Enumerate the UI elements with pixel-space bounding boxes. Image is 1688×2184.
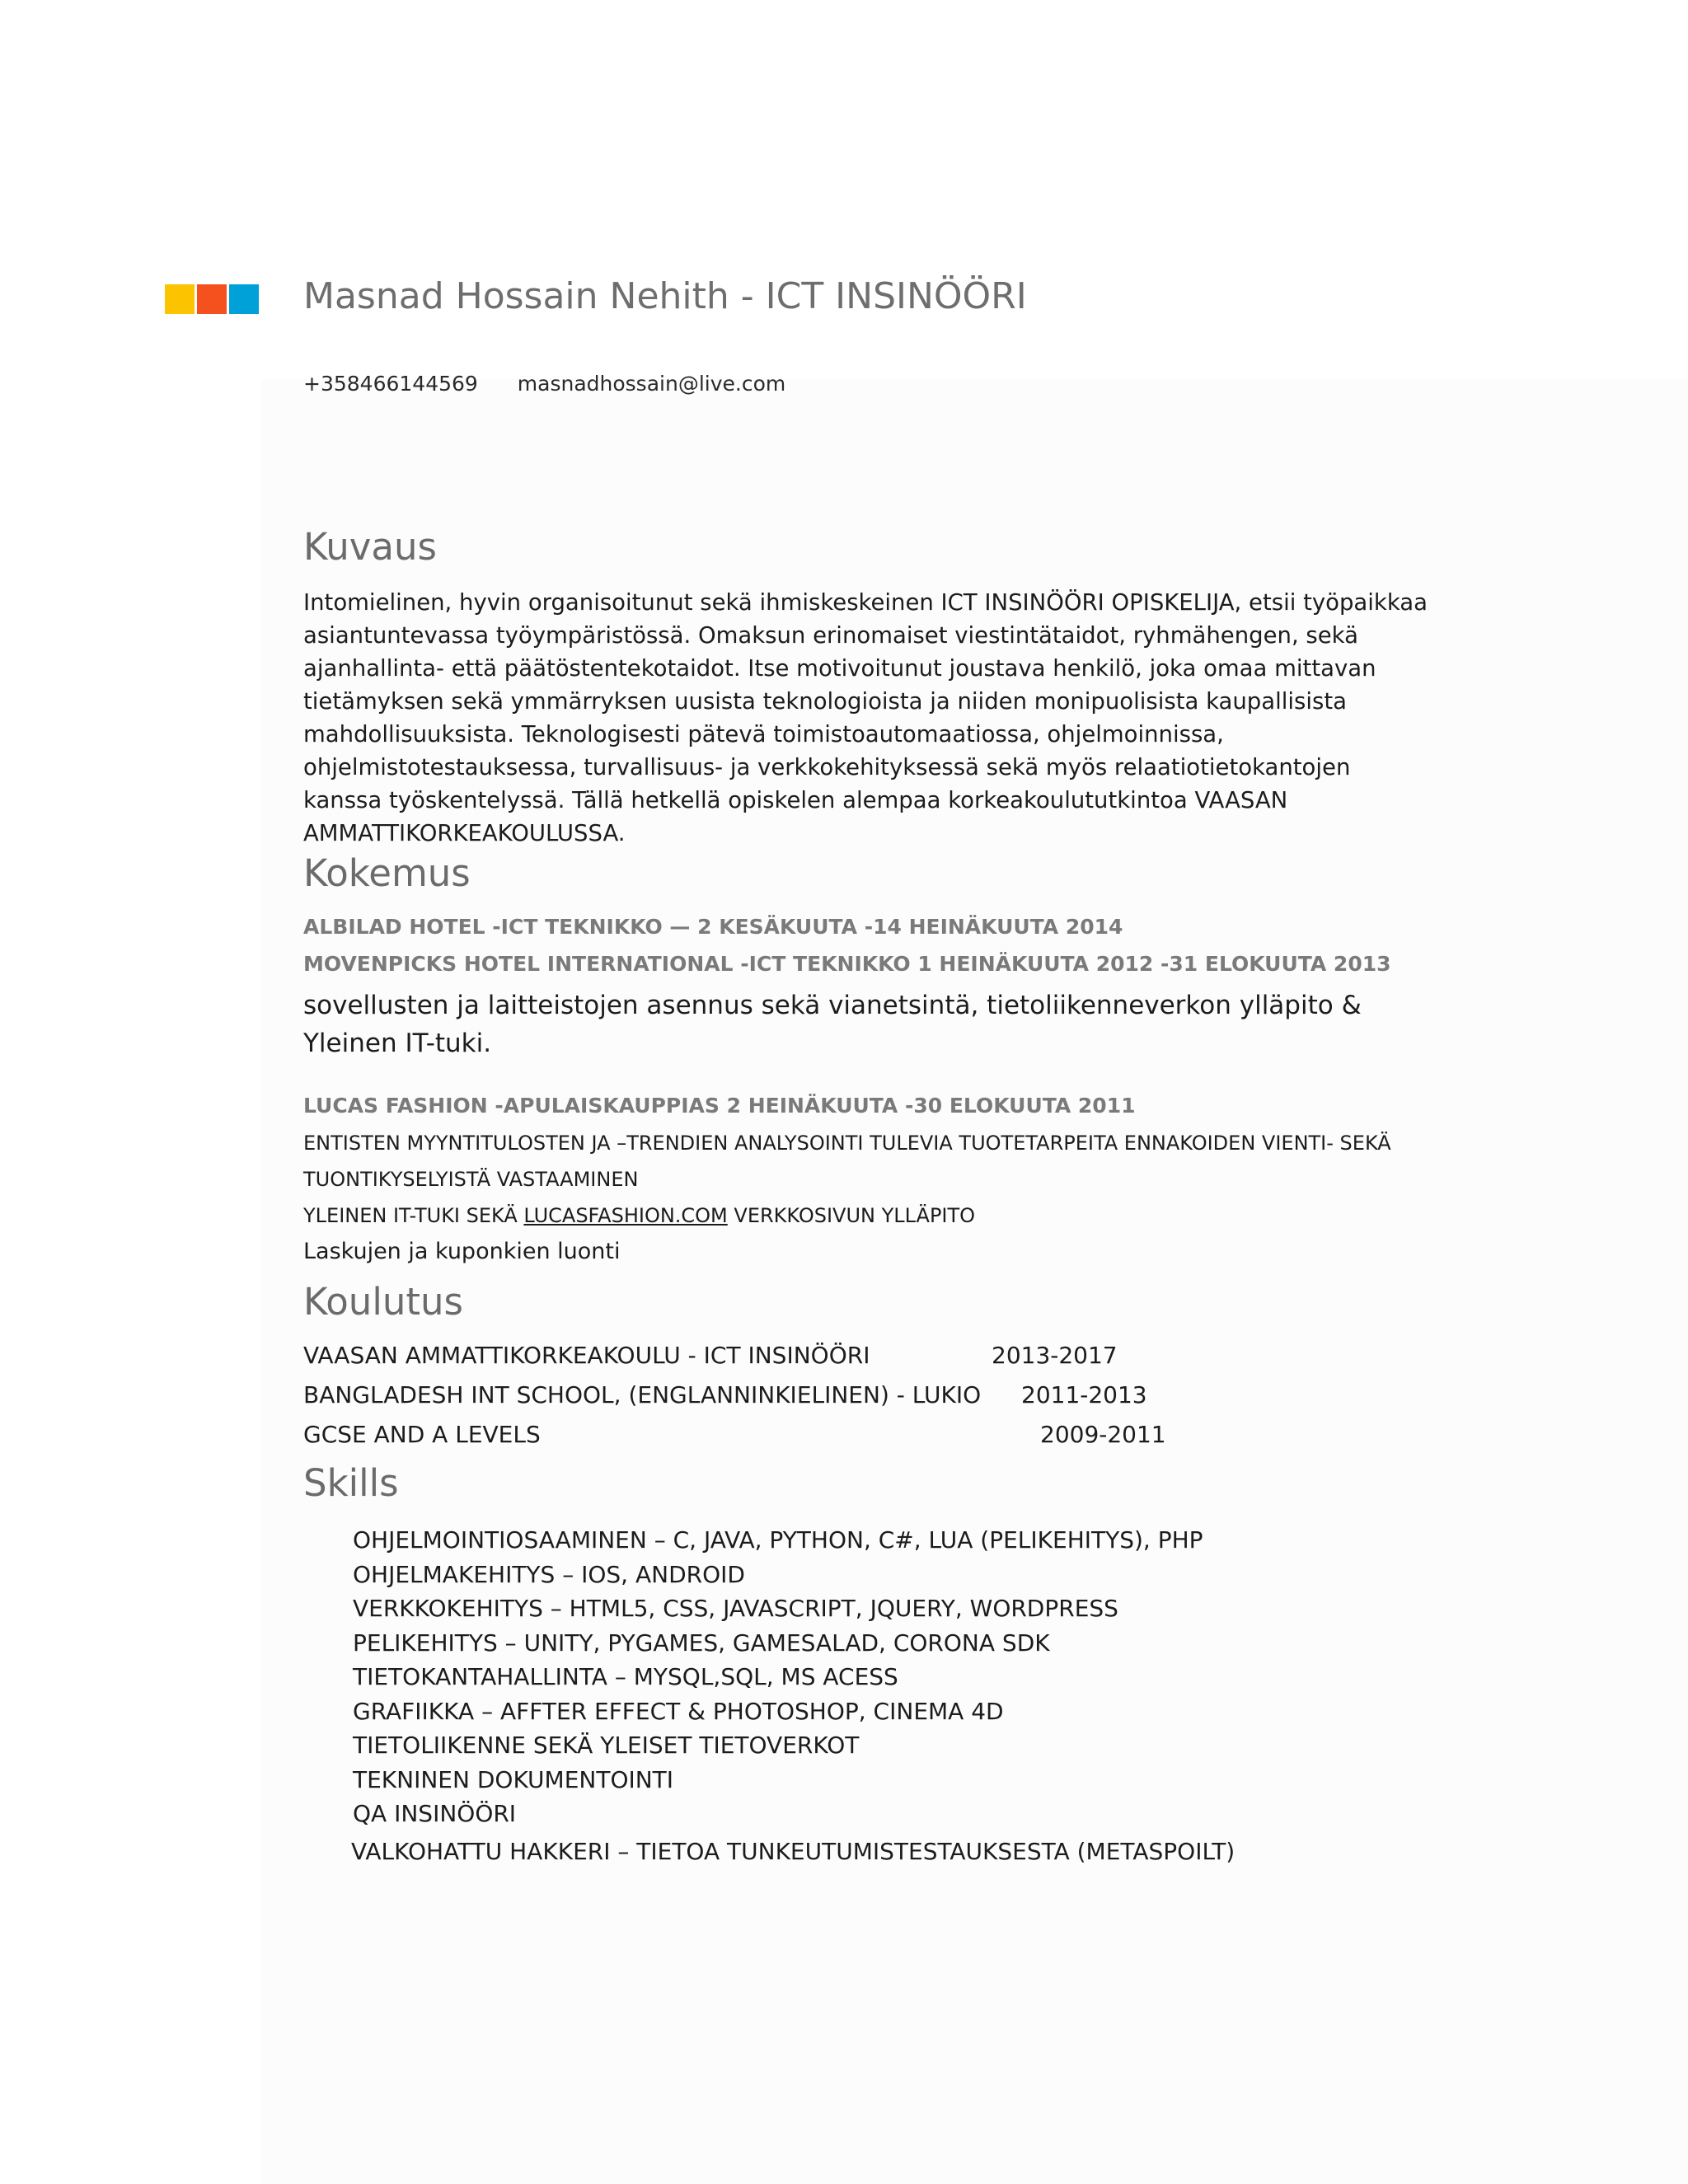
education-years: 2013-2017 bbox=[992, 1342, 1118, 1369]
skill-item: VALKOHATTU HAKKERI – TIETOA TUNKEUTUMISTESTAUKSESTA (METASPOILT) bbox=[351, 1837, 1236, 1865]
lucas-duty-analysis: ENTISTEN MYYNTITULOSTEN JA –TRENDIEN ANALYSOINTI TULEVIA TUOTETARPEITA ENNAKOIDEN VIENTI- SEKÄ TUONTIKYSELYISTÄ VASTAAMINEN bbox=[303, 1132, 1391, 1191]
skill-item: PELIKEHITYS – UNITY, PYGAMES, GAMESALAD, CORONA SDK bbox=[353, 1629, 1050, 1657]
education-school: GCSE AND A LEVELS bbox=[303, 1421, 541, 1448]
education-school: VAASAN AMMATTIKORKEAKOULU - ICT INSINÖÖRI bbox=[303, 1342, 870, 1369]
skill-item: OHJELMAKEHITYS – IOS, ANDROID bbox=[353, 1560, 745, 1588]
skill-item: TIETOKANTAHALLINTA – MYSQL,SQL, MS ACESS bbox=[353, 1663, 898, 1690]
lucas-duty-it-support-suffix: VERKKOSIVUN YLLÄPITO bbox=[727, 1204, 976, 1227]
lucas-duty-invoices: Laskujen ja kuponkien luonti bbox=[303, 1239, 621, 1264]
lucasfashion-link[interactable]: LUCASFASHION.COM bbox=[523, 1204, 728, 1227]
name-title: Masnad Hossain Nehith - ICT INSINÖÖRI bbox=[303, 275, 1027, 317]
skill-item: VERKKOKEHITYS – HTML5, CSS, JAVASCRIPT, JQUERY, WORDPRESS bbox=[353, 1595, 1118, 1622]
education-item-gcse bbox=[303, 1421, 1292, 1454]
skill-item: TEKNINEN DOKUMENTOINTI bbox=[353, 1765, 674, 1793]
education-school: BANGLADESH INT SCHOOL, (ENGLANNINKIELINEN) - LUKIO bbox=[303, 1381, 982, 1408]
job-description-shared: sovellusten ja laitteistojen asennus sekä vianetsintä, tietoliikenneverkon ylläpito & Yleinen IT-tuki. bbox=[303, 991, 1362, 1058]
contact-info bbox=[303, 372, 785, 396]
skills-list bbox=[353, 1523, 1235, 1868]
summary-text: Intomielinen, hyvin organisoitunut sekä ihmiskeskeinen ICT INSINÖÖRI OPISKELIJA, etsii työpaikkaa asiantuntevassa työympäristössä. Omaksun erinomaiset viestintätaidot, ryhmähengen, sekä ajanhallinta- että päätöstentekotaidot. Itse motivoitunut joustava henkilö, joka omaa mittavan tietämyksen sekä ymmärryksen uusista teknologioista ja niiden monipuolisista kaupallisista mahdollisuuksista. Teknologisesti pätevä toimistoautomaatiossa, ohjelmoinnissa, ohjelmistotestauksessa, turvallisuus- ja verkkokehityksessä sekä myös relaatiotietokantojen kanssa työskentelyssä. Tällä hetkellä opiskelen alempaa korkeakoulututkintoa VAASAN AMMATTIKORKEAKOULUSSA. bbox=[303, 589, 1428, 846]
skill-item: OHJELMOINTIOSAAMINEN – C, JAVA, PYTHON, C#, LUA (PELIKEHITYS), PHP bbox=[353, 1526, 1203, 1554]
job-title-movenpick: MOVENPICKS HOTEL INTERNATIONAL -ICT TEKNIKKO 1 HEINÄKUUTA 2012 -31 ELOKUUTA 2013 bbox=[303, 952, 1391, 976]
skill-item: TIETOLIIKENNE SEKÄ YLEISET TIETOVERKOT bbox=[353, 1732, 860, 1759]
lucas-duty-it-support-prefix: YLEINEN IT-TUKI SEKÄ bbox=[303, 1204, 524, 1227]
summary-heading: Kuvaus bbox=[303, 525, 437, 569]
logo-block-orange bbox=[197, 284, 227, 314]
phone-number: +358466144569 bbox=[303, 372, 478, 396]
education-item-vamk bbox=[303, 1342, 1292, 1375]
skills-heading: Skills bbox=[303, 1461, 399, 1505]
logo-block-yellow bbox=[165, 284, 195, 314]
experience-heading: Kokemus bbox=[303, 851, 471, 895]
education-years: 2011-2013 bbox=[1021, 1381, 1147, 1408]
skill-item: GRAFIIKKA – AFFTER EFFECT & PHOTOSHOP, CINEMA 4D bbox=[353, 1697, 1004, 1725]
logo-color-blocks bbox=[165, 284, 259, 314]
job-title-lucas-fashion: LUCAS FASHION -APULAISKAUPPIAS 2 HEINÄKUUTA -30 ELOKUUTA 2011 bbox=[303, 1094, 1136, 1118]
education-heading: Koulutus bbox=[303, 1280, 463, 1324]
logo-block-blue bbox=[229, 284, 259, 314]
education-item-bangladesh-int-school bbox=[303, 1381, 1292, 1414]
job-title-albilad: ALBILAD HOTEL -ICT TEKNIKKO — 2 KESÄKUUTA -14 HEINÄKUUTA 2014 bbox=[303, 915, 1123, 939]
email-address: masnadhossain@live.com bbox=[517, 372, 786, 396]
education-years: 2009-2011 bbox=[1040, 1421, 1166, 1448]
lucas-duty-it-support bbox=[303, 1197, 1441, 1234]
skill-item: QA INSINÖÖRI bbox=[353, 1800, 517, 1827]
